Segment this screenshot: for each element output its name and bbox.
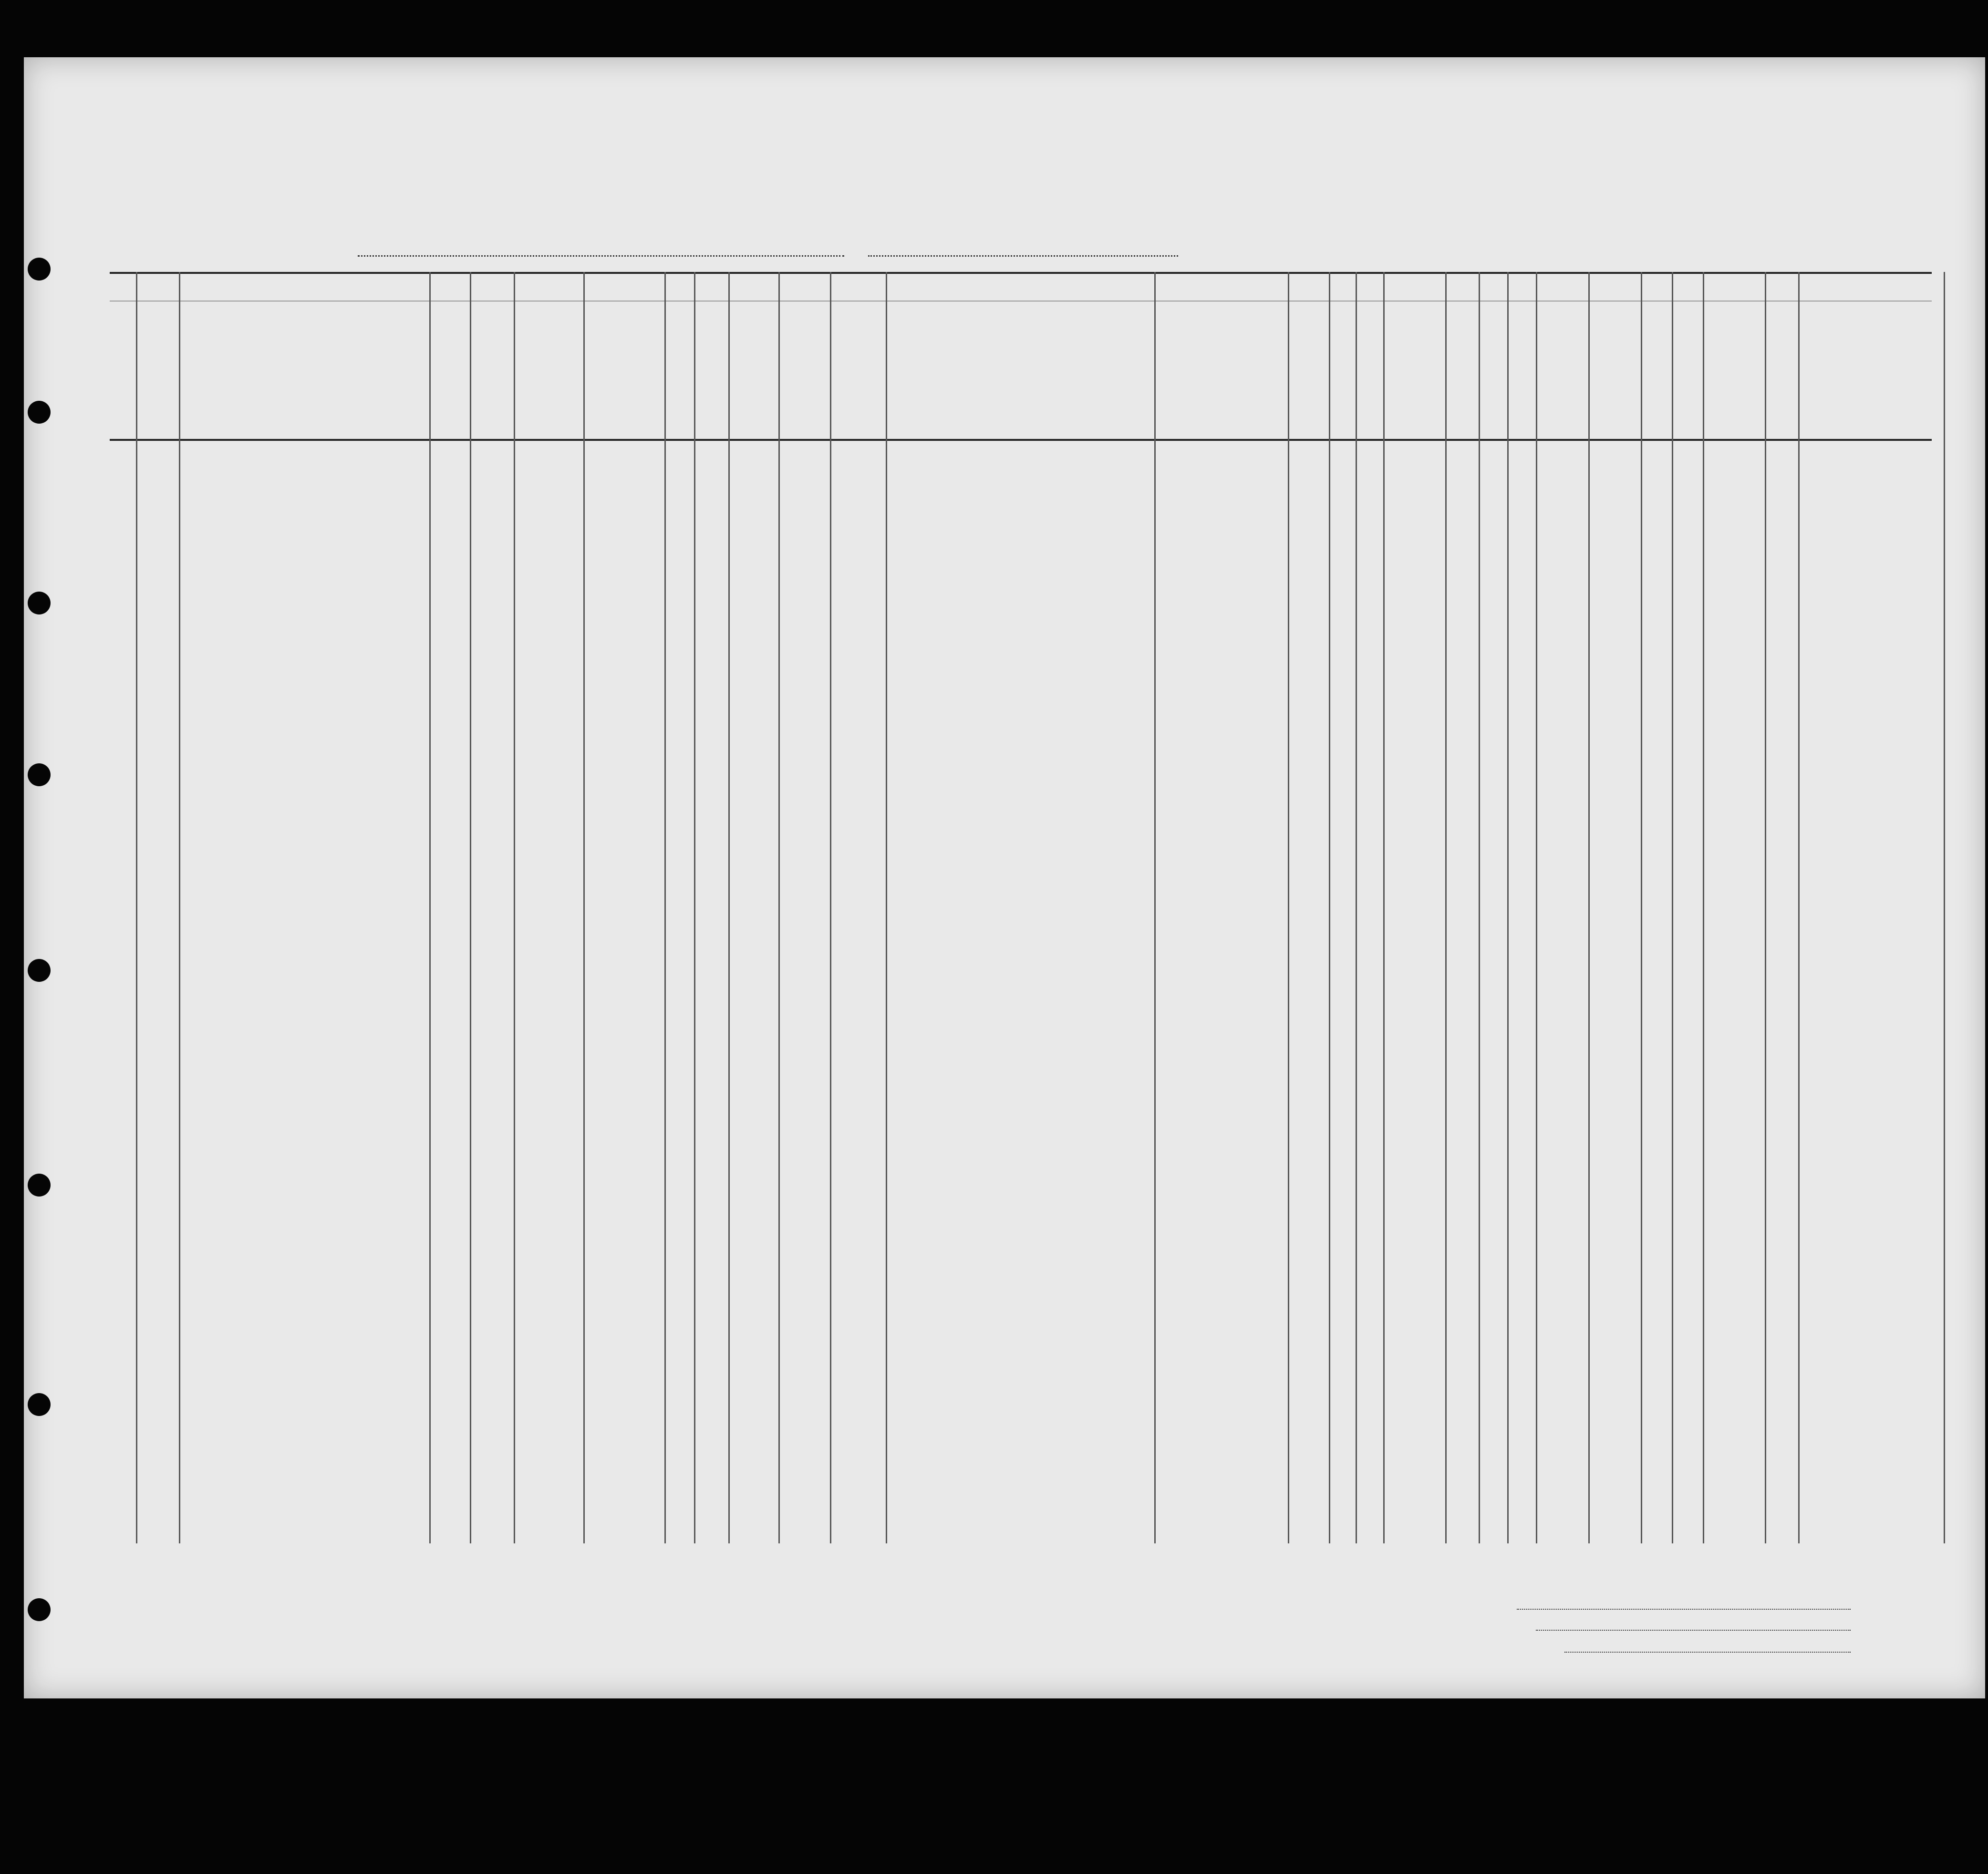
col-header-overthrow — [1388, 312, 1440, 432]
binder-hole — [28, 1598, 51, 1621]
col-header-prison — [1293, 312, 1326, 432]
col-header-purpose-a — [1159, 336, 1197, 432]
binder-hole — [28, 763, 51, 786]
agents-field — [1564, 1652, 1851, 1653]
binder-hole — [28, 592, 51, 614]
binder-hole — [28, 1174, 51, 1197]
date-line — [868, 255, 1178, 257]
binder-hole — [28, 959, 51, 982]
col-header-purpose-c — [1250, 336, 1283, 432]
port-line — [358, 255, 844, 257]
binder-hole — [28, 258, 51, 281]
col-header-purpose-b — [1207, 336, 1240, 432]
owners-field — [1536, 1630, 1851, 1631]
manifest-table — [110, 272, 1932, 1543]
binder-hole — [28, 1393, 51, 1416]
col-header-labor — [1448, 312, 1476, 432]
binder-hole — [28, 401, 51, 424]
line-field — [1517, 1609, 1851, 1610]
